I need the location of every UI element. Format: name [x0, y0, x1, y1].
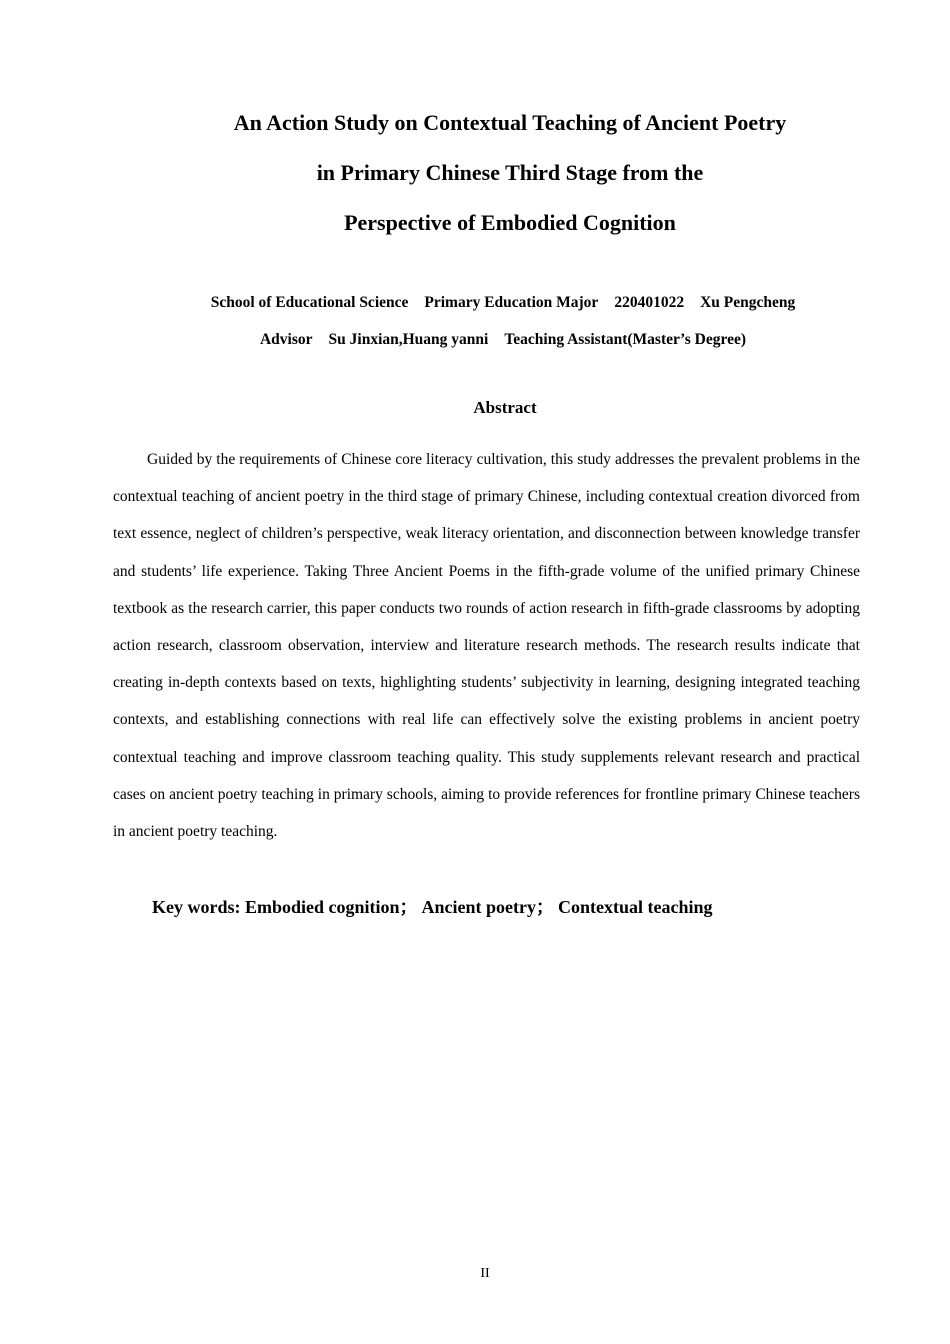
title-line: An Action Study on Contextual Teaching of Ancient Poetry — [233, 110, 787, 135]
keyword: Embodied cognition — [245, 897, 400, 917]
author-line — [100, 284, 906, 321]
advisor-title: Teaching Assistant(Master’s Degree) — [504, 331, 747, 348]
title-line: in Primary Chinese Third Stage from the — [316, 160, 704, 185]
author-info — [100, 284, 906, 358]
keywords-label: Key words: — [152, 897, 241, 917]
abstract-heading: Abstract — [473, 398, 537, 417]
title-line: Perspective of Embodied Cognition — [344, 210, 676, 235]
page-number: II — [480, 1266, 490, 1281]
advisor-line — [100, 321, 906, 358]
keyword: Ancient poetry — [421, 897, 537, 917]
advisor-names: Su Jinxian,Huang yanni — [328, 331, 489, 348]
student-id: 220401022 — [614, 294, 685, 311]
keyword: Contextual teaching — [558, 897, 713, 917]
major-name: Primary Education Major — [424, 294, 599, 311]
keyword-separator: ； — [399, 897, 418, 917]
paper-title — [110, 98, 910, 248]
advisor-label: Advisor — [259, 331, 313, 348]
school-name: School of Educational Science — [210, 294, 409, 311]
keyword-separator: ； — [536, 897, 555, 917]
author-name: Xu Pengcheng — [700, 294, 796, 311]
abstract-body: Guided by the requirements of Chinese core literacy cultivation, this study addresses the prevalent problems in the contextual teaching of ancient poetry in the third stage of primary Chinese, including contextual creation divorced from text essence, neglect of children’s perspective, weak literacy orientation, and disconnection between knowledge transfer and students’ life experience. Taking Three Ancient Poems in the fifth-grade volume of the unified primary Chinese textbook as the research carrier, this paper conducts two rounds of action research in fifth-grade classrooms by adopting action research, classroom observation, interview and literature research methods. The research results indicate that creating in-depth contexts based on texts, highlighting students’ subjectivity in learning, designing integrated teaching contexts, and establishing connections with real life can effectively solve the existing problems in ancient poetry contextual teaching and improve classroom teaching quality. This study supplements relevant research and practical cases on ancient poetry teaching in primary schools, aiming to provide references for frontline primary Chinese teachers in ancient poetry teaching. — [113, 451, 860, 841]
keywords-line — [152, 894, 872, 920]
